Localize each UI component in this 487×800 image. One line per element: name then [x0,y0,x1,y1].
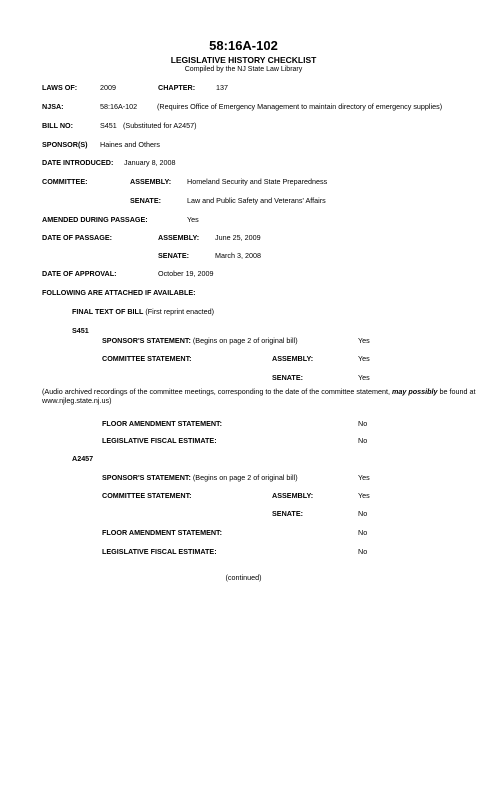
passage-senate-label: SENATE: [158,251,190,260]
a2457-sponsor-value: Yes [358,473,370,482]
s451-assembly-label: ASSEMBLY: [272,354,314,363]
laws-of-label: LAWS OF: [42,83,78,92]
s451-fiscal-value: No [358,436,368,445]
s451-senate-label: SENATE: [272,373,304,382]
audio-note [42,387,482,405]
a2457-senate-label: SENATE: [272,509,304,518]
njsa-label: NJSA: [42,102,64,111]
bill-no-value: S451 [100,121,117,130]
statute-title: 58:16A-102 [209,38,278,53]
amended-value: Yes [187,215,199,224]
a2457-fiscal-value: No [358,547,368,556]
bill-no-label: BILL NO: [42,121,74,130]
s451-sponsor-row [102,336,298,345]
s451-fiscal-label: LEGISLATIVE FISCAL ESTIMATE: [102,436,217,445]
s451-sponsor-label: SPONSOR'S STATEMENT: [102,336,191,345]
a2457-sponsor-note: (Begins on page 2 of original bill) [192,473,298,482]
s451-floor-label: FLOOR AMENDMENT STATEMENT: [102,419,223,428]
passage-assembly-value: June 25, 2009 [215,233,261,242]
committee-assembly-label: ASSEMBLY: [130,177,172,186]
final-text-row [72,307,214,316]
a2457-assembly-label: ASSEMBLY: [272,491,314,500]
date-introduced-label: DATE INTRODUCED: [42,158,114,167]
passage-assembly-label: ASSEMBLY: [158,233,200,242]
laws-of-value: 2009 [100,83,116,92]
date-introduced-value: January 8, 2008 [124,158,176,167]
s451-sponsor-note: (Begins on page 2 of original bill) [192,336,298,345]
final-text-label: FINAL TEXT OF BILL [72,307,144,316]
bill-no-note: (Substituted for A2457) [123,121,197,130]
a2457-assembly-value: Yes [358,491,370,500]
chapter-label: CHAPTER: [158,83,196,92]
date-of-approval-value: October 19, 2009 [158,269,214,278]
njsa-description: (Requires Office of Emergency Management to maintain directory of emergency supplies) [157,102,443,111]
njsa-value: 58:16A-102 [100,102,138,111]
checklist-title: LEGISLATIVE HISTORY CHECKLIST [170,55,317,65]
s451-assembly-value: Yes [358,354,370,363]
a2457-floor-label: FLOOR AMENDMENT STATEMENT: [102,528,223,537]
a2457-senate-value: No [358,509,368,518]
audio-note-emphasis: may possibly [391,387,438,396]
s451-floor-value: No [358,419,368,428]
s451-committee-label: COMMITTEE STATEMENT: [102,354,192,363]
committee-senate-label: SENATE: [130,196,162,205]
continued-note: (continued) [225,573,262,582]
date-of-approval-label: DATE OF APPROVAL: [42,269,117,278]
s451-senate-value: Yes [358,373,370,382]
a2457-heading: A2457 [72,454,94,463]
committee-senate-value: Law and Public Safety and Veterans' Affairs [187,196,326,205]
a2457-floor-value: No [358,528,368,537]
chapter-value: 137 [216,83,228,92]
committee-label: COMMITTEE: [42,177,88,186]
sponsors-value: Haines and Others [100,140,160,149]
sponsors-label: SPONSOR(S) [42,140,88,149]
following-heading: FOLLOWING ARE ATTACHED IF AVAILABLE: [42,288,196,297]
amended-label: AMENDED DURING PASSAGE: [42,215,148,224]
a2457-sponsor-row [102,473,298,482]
committee-assembly-value: Homeland Security and State Preparedness [187,177,328,186]
compiled-by: Compiled by the NJ State Law Library [184,66,303,73]
a2457-committee-label: COMMITTEE STATEMENT: [102,491,192,500]
s451-heading: S451 [72,326,89,335]
audio-note-text: (Audio archived recordings of the committee meetings, corresponding to the date of the committee statement, [42,387,392,396]
a2457-fiscal-label: LEGISLATIVE FISCAL ESTIMATE: [102,547,217,556]
passage-senate-value: March 3, 2008 [215,251,261,260]
date-of-passage-label: DATE OF PASSAGE: [42,233,113,242]
audio-note-link: be found at www.njleg.state.nj.us) [42,387,476,405]
a2457-sponsor-label: SPONSOR'S STATEMENT: [102,473,191,482]
final-text-note: (First reprint enacted) [145,307,215,316]
s451-sponsor-value: Yes [358,336,370,345]
